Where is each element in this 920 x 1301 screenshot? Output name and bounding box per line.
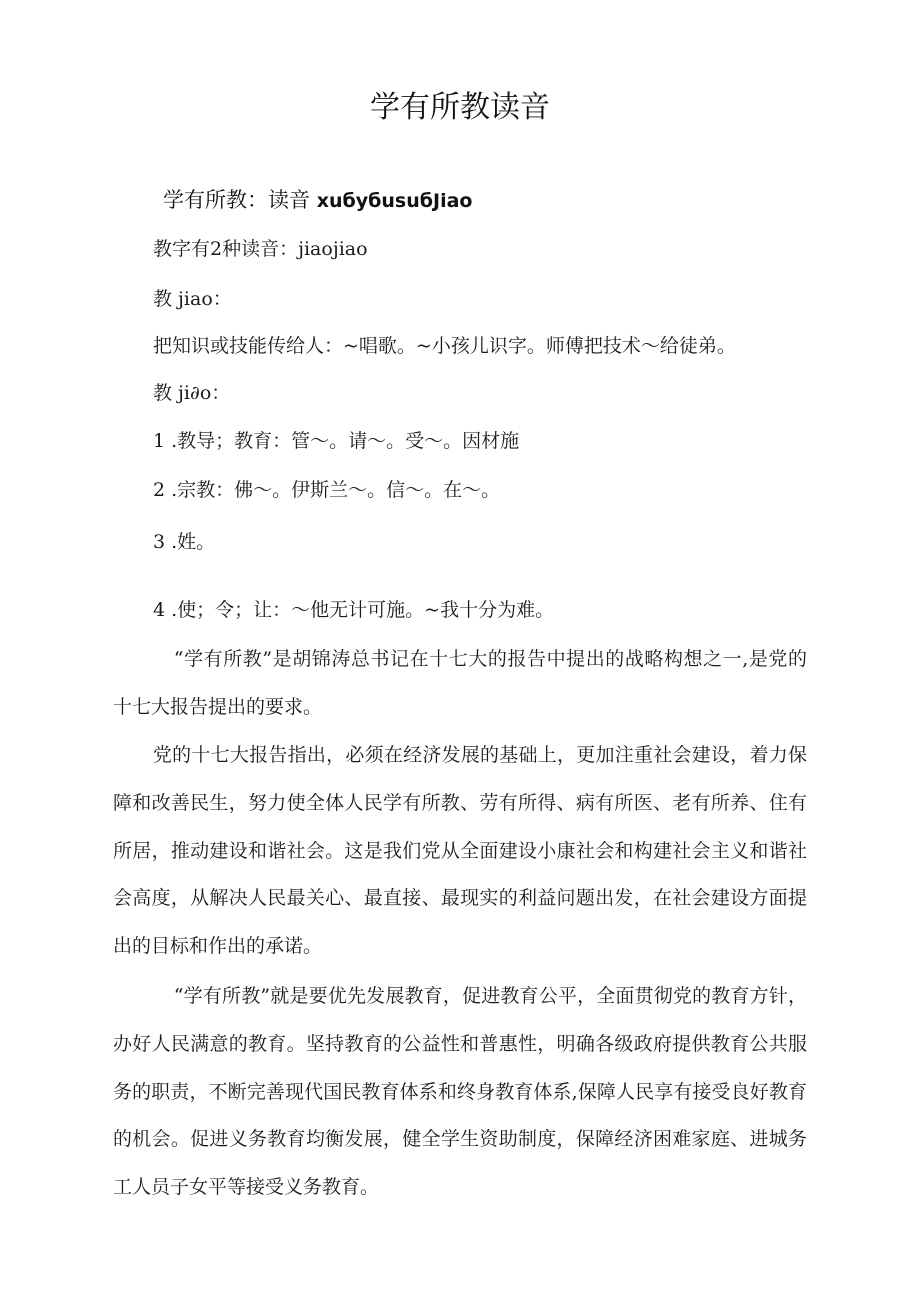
definition-item-2: 2 .宗教：佛～。伊斯兰～。信～。在～。 — [153, 479, 501, 501]
definition-item-4: 4 .使；令；让：～他无计可施。~我十分为难。 — [153, 599, 555, 621]
definition-item-3: 3 .姓。 — [153, 531, 216, 553]
definition-item-1: 1 .教导；教育：管～。请～。受～。因材施 — [153, 430, 520, 452]
reading-count-line: 教字有2种读音：jiaojiao — [153, 238, 368, 260]
definition-teach-skill: 把知识或技能传给人：~唱歌。~小孩儿识字。师傅把技术～给徒弟。 — [153, 335, 736, 357]
document-title: 学有所教读音 — [370, 90, 550, 125]
paragraph-intro: “学有所教”是胡锦涛总书记在十七大的报告中提出的战略构想之一,是党的十七大报告提出的要求。 — [113, 648, 807, 718]
heading-pinyin: xuбyбusuбJiao — [316, 190, 473, 212]
pronunciation-heading — [163, 183, 472, 218]
heading-label: 学有所教：读音 — [163, 188, 310, 212]
paragraph-education: “学有所教”就是要优先发展教育，促进教育公平，全面贯彻党的教育方针，办好人民满意的教育。坚持教育的公益性和普惠性，明确各级政府提供教育公共服务的职责，不断完善现代国民教育体系和终身教育体系,保障人民享有接受良好教育的机会。促进义务教育均衡发展，健全学生资助制度，保障经济困难家庭、进城务工人员子女平等接受义务教育。 — [113, 985, 807, 1199]
paragraph-report: 党的十七大报告指出，必须在经济发展的基础上，更加注重社会建设，着力保障和改善民生，努力使全体人民学有所教、劳有所得、病有所医、老有所养、住有所居，推动建设和谐社会。这是我们党从全面建设小康社会和构建社会主义和谐社会高度，从解决人民最关心、最直接、最现实的利益问题出发，在社会建设方面提出的目标和作出的承诺。 — [113, 744, 807, 958]
reading-jiao-first: 教 jiao： — [153, 288, 232, 310]
reading-jiao-second: 教 ji∂o： — [153, 382, 231, 404]
